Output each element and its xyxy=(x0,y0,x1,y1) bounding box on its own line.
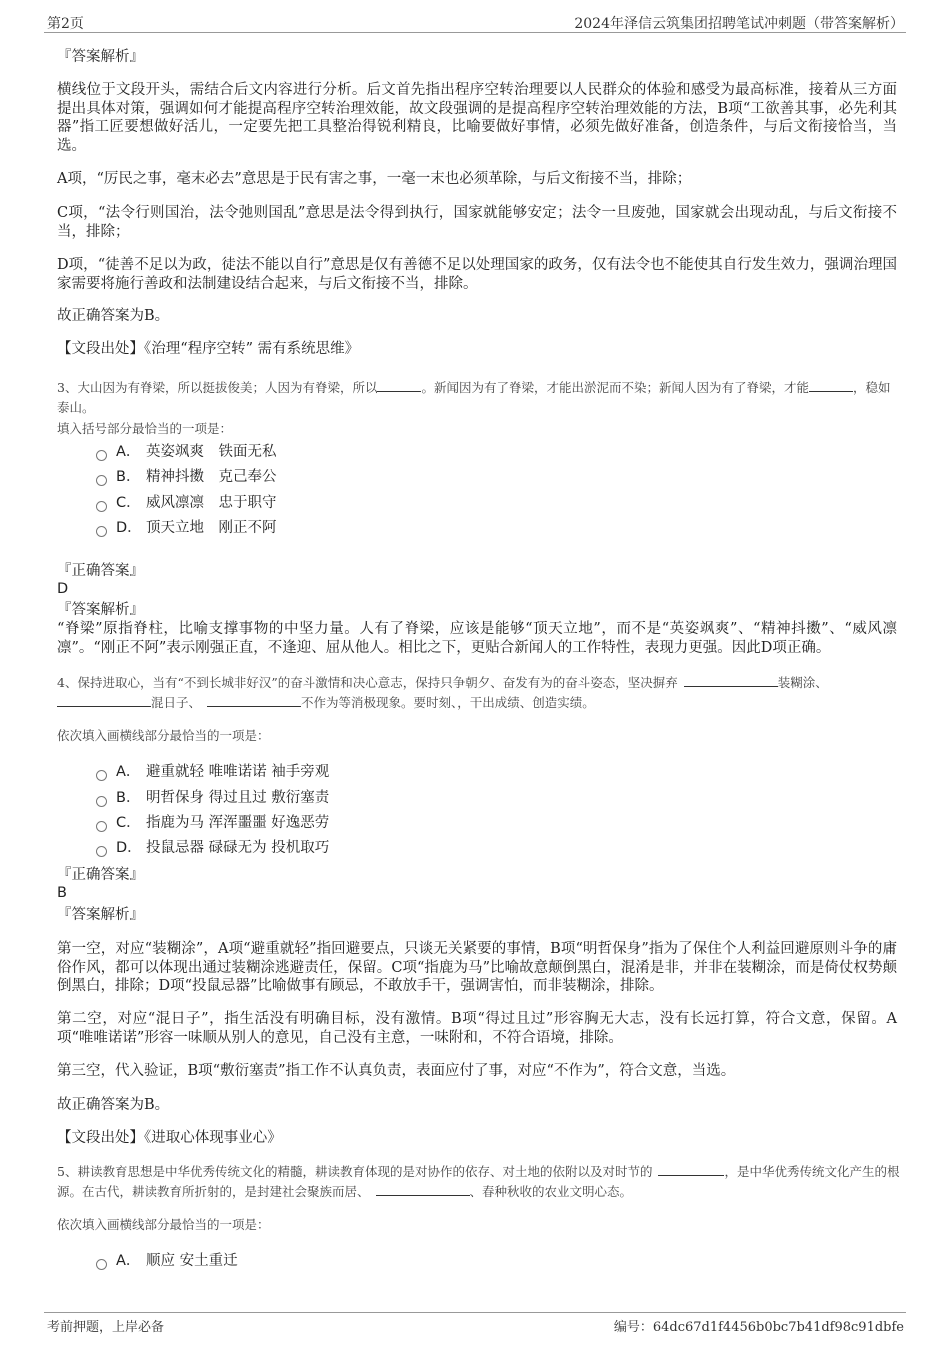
radio-icon[interactable] xyxy=(96,450,107,461)
q4-correct-label: 『正确答案』 xyxy=(57,867,144,883)
q5-blank-1 xyxy=(658,1163,724,1176)
q5-blank-2 xyxy=(376,1183,470,1196)
q2-analysis-paragraph-3: C项，“法令行则国治，法令弛则国乱”意思是法令得到执行，国家就能够安定；法令一旦废弛，国家就会出现动乱，与后文衔接不当，排除； xyxy=(57,205,897,240)
q4-analysis-paragraph-2: 第二空，对应“混日子”，指生活没有明确目标，没有激情。B项“得过且过”形容胸无大志，没有长远打算，符合文意，保留。A项“唯唯诺诺”形容一味顺从别人的意见，自己没有主意，一味附和，不符合语境，排除。 xyxy=(57,1011,897,1046)
q4-stem xyxy=(57,673,902,713)
q2-analysis-paragraph-2: A项，“厉民之事，毫末必去”意思是于民有害之事，一毫一末也必须革除，与后文衔接不当，排除； xyxy=(57,171,692,187)
q4-option-d[interactable]: D． 投鼠忌器 碌碌无为 投机取巧 xyxy=(96,839,329,857)
q4-stem-part-4: 不作为等消极现象。要时刻、，干出成绩、创造实绩。 xyxy=(301,695,595,710)
radio-icon[interactable] xyxy=(96,475,107,486)
q3-stem-part-2: 。新闻因为有了脊梁，才能出淤泥而不染；新闻人因为有了脊梁，才能 xyxy=(421,380,809,395)
q3-option-b[interactable]: B． 精神抖擞 克己奉公 xyxy=(96,468,277,486)
q4-stem-part-1: 4、保持进取心，当有“不到长城非好汉”的奋斗激情和决心意志，保持只争朝夕、奋发有为的奋斗姿态，坚决摒弃 xyxy=(57,675,678,690)
q4-blank-2 xyxy=(57,694,151,707)
q2-analysis-label: 『答案解析』 xyxy=(57,49,144,65)
q3-stem-part-1: 3、大山因为有脊梁，所以挺拔俊美；人因为有脊梁，所以 xyxy=(57,380,378,395)
q4-prompt: 依次填入画横线部分最恰当的一项是： xyxy=(57,728,270,743)
q2-analysis-paragraph-4: D项，“徒善不足以为政，徒法不能以自行”意思是仅有善德不足以处理国家的政务，仅有法令也不能使其自行发生效力，强调治理国家需要将施行善政和法制建设结合起来，与后文衔接不当，排除。 xyxy=(57,257,897,292)
header-divider xyxy=(44,32,906,33)
q3-stem xyxy=(57,378,902,418)
q5-stem xyxy=(57,1162,902,1202)
q2-conclusion: 故正确答案为B。 xyxy=(57,308,170,324)
q5-stem-part-3: 、春种秋收的农业文明心态。 xyxy=(469,1184,633,1199)
q5-option-a[interactable]: A． 顺应 安土重迁 xyxy=(96,1252,238,1270)
q4-option-b[interactable]: B． 明哲保身 得过且过 敷衍塞责 xyxy=(96,789,329,807)
q5-stem-part-1: 5、耕读教育思想是中华优秀传统文化的精髓，耕读教育体现的是对协作的依存、对土地的依附以及对时节的 xyxy=(57,1164,653,1179)
q3-prompt: 填入括号部分最恰当的一项是： xyxy=(57,421,233,436)
footer-divider xyxy=(44,1312,906,1313)
document-id: 编号：64dc67d1f4456b0bc7b41df98c91dbfe xyxy=(613,1320,904,1335)
q4-option-c[interactable]: C． 指鹿为马 浑浑噩噩 好逸恶劳 xyxy=(96,814,329,832)
q4-conclusion: 故正确答案为B。 xyxy=(57,1097,170,1113)
radio-icon[interactable] xyxy=(96,796,107,807)
q4-blank-1 xyxy=(684,674,778,687)
q3-option-c[interactable]: C． 威风凛凛 忠于职守 xyxy=(96,494,277,512)
radio-icon[interactable] xyxy=(96,821,107,832)
q3-option-a[interactable]: A． 英姿飒爽 铁面无私 xyxy=(96,443,277,461)
radio-icon[interactable] xyxy=(96,846,107,857)
q2-source: 【文段出处】《治理“程序空转” 需有系统思维》 xyxy=(57,341,360,357)
radio-icon[interactable] xyxy=(96,501,107,512)
q2-analysis-paragraph-1: 横线位于文段开头，需结合后文内容进行分析。后文首先指出程序空转治理要以人民群众的体验和感受为最高标准，接着从三方面提出具体对策，强调如何才能提高程序空转治理效能，故文段强调的是提高程序空转治理效能的方法，B项“工欲善其事，必先利其器”指工匠要想做好活儿，一定要先把工具整治得锐利精良，比喻要做好事情，必须先做好准备，创造条件，与后文衔接恰当，当选。 xyxy=(57,82,897,154)
q4-correct-answer: B xyxy=(57,885,67,901)
footer-slogan: 考前押题，上岸必备 xyxy=(47,1320,165,1335)
radio-icon[interactable] xyxy=(96,526,107,537)
radio-icon[interactable] xyxy=(96,770,107,781)
q3-stem-part-3: ，稳如泰山。 xyxy=(57,380,891,415)
q4-analysis-paragraph-1: 第一空，对应“装糊涂”，A项“避重就轻”指回避要点，只谈无关紧要的事情，B项“明哲保身”指为了保住个人利益回避原则斗争的庸俗作风，都可以体现出通过装糊涂逃避责任，保留。C项“指鹿为马”比喻故意颠倒黑白，混淆是非，并非在装糊涂，而是倚仗权势颠倒黑白，排除；D项“投鼠忌器”比喻做事有顾忌，不敢放手干，强调害怕，而非装糊涂，排除。 xyxy=(57,941,897,994)
q3-correct-label: 『正确答案』 xyxy=(57,563,144,579)
q4-stem-part-3: 混日子、 xyxy=(151,695,202,710)
q5-prompt: 依次填入画横线部分最恰当的一项是： xyxy=(57,1217,270,1232)
q3-analysis: “脊梁”原指脊柱，比喻支撑事物的中坚力量。人有了脊梁，应该是能够“顶天立地”，而不是“英姿飒爽”、“精神抖擞”、“威风凛凛”。“刚正不阿”表示刚强正直，不逢迎、屈从他人。相比之下，更贴合新闻人的工作特性，表现力更强。因此D项正确。 xyxy=(57,621,897,656)
radio-icon[interactable] xyxy=(96,1259,107,1270)
q3-blank-1 xyxy=(377,379,421,392)
q4-option-a[interactable]: A． 避重就轻 唯唯诺诺 袖手旁观 xyxy=(96,763,329,781)
q4-source: 【文段出处】《进取心体现事业心》 xyxy=(57,1130,282,1146)
document-title: 2024年泽信云筑集团招聘笔试冲刺题（带答案解析） xyxy=(574,16,904,32)
q3-option-d[interactable]: D． 顶天立地 刚正不阿 xyxy=(96,519,277,537)
q3-analysis-label: 『答案解析』 xyxy=(57,602,144,618)
q3-correct-answer: D xyxy=(57,581,69,597)
q4-blank-3 xyxy=(207,694,301,707)
q4-stem-part-2: 装糊涂、 xyxy=(777,675,828,690)
page-number: 第2页 xyxy=(47,16,84,32)
q4-analysis-paragraph-3: 第三空，代入验证，B项“敷衍塞责”指工作不认真负责，表面应付了事，对应“不作为”，符合文意，当选。 xyxy=(57,1063,736,1079)
q5-stem-part-2: ，是中华优秀传统文化产生的根源。在古代，耕读教育所折射的，是封建社会聚族而居、 xyxy=(57,1164,900,1199)
q4-analysis-label: 『答案解析』 xyxy=(57,907,144,923)
q3-blank-2 xyxy=(809,379,853,392)
